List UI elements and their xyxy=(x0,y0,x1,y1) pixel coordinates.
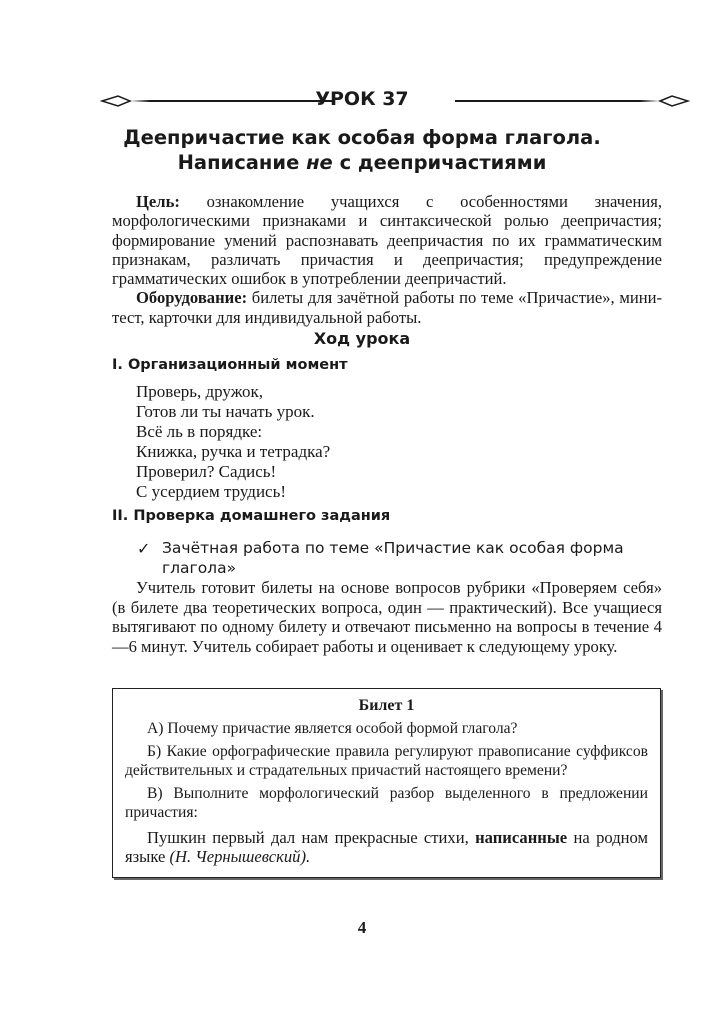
ticket-sentence xyxy=(125,828,648,866)
poem-line: Проверил? Садись! xyxy=(136,462,277,481)
title-line-2 xyxy=(100,150,624,175)
poem-line: Проверь, дружок, xyxy=(136,382,264,401)
ticket-question-b: Б) Какие орфографические правила регулируют правописание суффиксов действительных и страдательных причастий настоящего времени? xyxy=(125,743,648,779)
section-2-text xyxy=(112,578,662,656)
section-2-title: II. Проверка домашнего задания xyxy=(112,508,391,524)
title-part: с деепричастиями xyxy=(332,151,547,174)
ticket-card xyxy=(112,688,661,878)
lesson-number: УРОК 37 xyxy=(315,88,409,110)
title-line-1: Деепричастие как особая форма глагола. xyxy=(123,126,601,149)
goal-label: Цель: xyxy=(136,192,180,211)
goal-block xyxy=(112,192,662,327)
equipment-label: Оборудование: xyxy=(136,288,248,308)
goal-text: ознакомление учащихся с особенностями значения, морфологическими признаками и синтаксической ролью деепричастия; формирование умений распознавать деепричастия по их грамматическим признакам, различать причастия и деепричастия; предупреждение грамматических ошибок в употреблении деепричастий. xyxy=(112,192,662,289)
title-part: Написание xyxy=(177,151,307,174)
equipment-text: билеты для зачётной работы по теме «Причастие», мини-тест, карточки для индивидуальной работы. xyxy=(112,288,662,327)
highlighted-participle: написанные xyxy=(475,828,568,847)
course-title: Ход урока xyxy=(313,329,411,348)
poem xyxy=(136,382,330,502)
ticket-question-c: В) Выполните морфологический разбор выделенного в предложении причастия: xyxy=(125,785,648,821)
goal-paragraph xyxy=(112,192,662,288)
ticket-title: Билет 1 xyxy=(358,697,415,714)
ornament-right xyxy=(455,94,690,108)
sentence-part: на родном языке xyxy=(125,828,648,866)
sentence-part: Пушкин первый дал нам прекрасные стихи, xyxy=(147,828,476,847)
ticket-question-a: А) Почему причастие является особой формой глагола? xyxy=(147,720,518,737)
page-number: 4 xyxy=(357,918,367,937)
section-1-title: I. Организационный момент xyxy=(112,357,348,373)
title-emphasis: не xyxy=(306,151,333,174)
section-2-paragraph: Учитель готовит билеты на основе вопросов рубрики «Проверяем себя» (в билете два теоретических вопроса, один — практический). Все учащиеся вытягивают по одному билету и отвечают письменно на вопросы в течение 4—6 минут. Учитель собирает работы и оценивает к следующему уроку. xyxy=(112,578,662,656)
poem-line: Всё ль в порядке: xyxy=(136,422,263,441)
equipment-paragraph xyxy=(112,288,662,327)
task-title: Зачётная работа по теме «Причастие как особая форма глагола» xyxy=(162,539,624,577)
poem-line: Готов ли ты начать урок. xyxy=(136,402,315,421)
checkmark-icon: ✓ xyxy=(137,539,151,558)
poem-line: Книжка, ручка и тетрадка? xyxy=(136,442,331,461)
poem-line: С усердием трудись! xyxy=(136,482,287,501)
lesson-title xyxy=(100,125,624,175)
sentence-author: (Н. Чернышевский). xyxy=(169,847,311,866)
